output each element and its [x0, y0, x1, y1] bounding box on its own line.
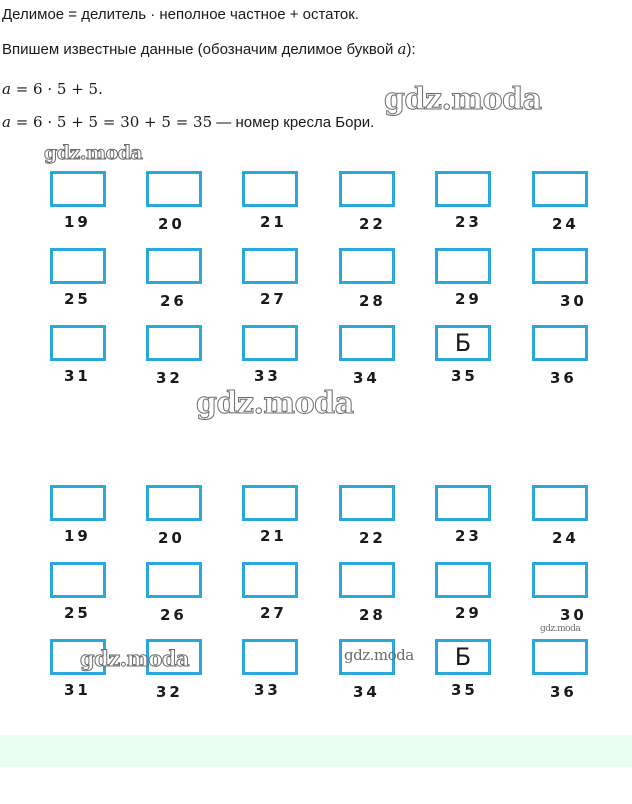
- seat-box: [339, 248, 395, 284]
- seat-box: [146, 248, 202, 284]
- seat-box: Б: [435, 639, 491, 675]
- seat-number: 21: [260, 213, 287, 231]
- equation-1-variable: a: [2, 80, 11, 98]
- seat-box: [50, 248, 106, 284]
- watermark-logo: gdz.moda: [80, 646, 190, 671]
- seat-box: [242, 639, 298, 675]
- seat-number: 27: [260, 290, 287, 308]
- instruction-text: Впишем известные данные (обозначим делимое буквой: [2, 41, 398, 58]
- seat-box: [50, 562, 106, 598]
- seat-number: 29: [455, 290, 482, 308]
- seat-number: 33: [254, 367, 281, 385]
- seat-box: [532, 639, 588, 675]
- seat-box: [339, 171, 395, 207]
- seat-box: [435, 562, 491, 598]
- seat-number: 21: [260, 527, 287, 545]
- seat-box: [339, 485, 395, 521]
- footer-band: [0, 735, 632, 767]
- seat-box: [435, 171, 491, 207]
- seat-number: 36: [550, 369, 577, 387]
- seat-number: 36: [550, 683, 577, 701]
- seat-number: 28: [359, 292, 386, 310]
- seat-box: [242, 325, 298, 361]
- seat-number: 22: [359, 529, 386, 547]
- seat-box: [242, 562, 298, 598]
- seat-number: 24: [552, 529, 579, 547]
- seat-number: 20: [158, 215, 185, 233]
- seat-number: 30: [560, 292, 587, 310]
- equation-2-tail: — номер кресла Бори.: [212, 114, 375, 131]
- watermark-logo: gdz.moda: [344, 646, 414, 664]
- seat-number: 32: [156, 683, 183, 701]
- seat-number: 20: [158, 529, 185, 547]
- seat-number: 32: [156, 369, 183, 387]
- watermark-logo: gdz.moda: [540, 624, 581, 634]
- seat-box: [50, 325, 106, 361]
- equation-2-variable: a: [2, 113, 11, 131]
- equation-1-body: = 6 · 5 + 5.: [10, 80, 103, 98]
- seat-number: 31: [64, 367, 91, 385]
- seat-box: [435, 485, 491, 521]
- seat-box: [242, 248, 298, 284]
- seat-number: 29: [455, 604, 482, 622]
- seat-box: [435, 248, 491, 284]
- seat-number: 26: [160, 606, 187, 624]
- seat-box: [146, 562, 202, 598]
- seat-box: [146, 171, 202, 207]
- seat-number: 25: [64, 604, 91, 622]
- instruction-line: [2, 40, 416, 58]
- seat-number: 19: [64, 213, 91, 231]
- seat-box: [50, 171, 106, 207]
- equation-2-body: = 6 · 5 + 5 = 30 + 5 = 35: [10, 113, 213, 131]
- seat-number: 30: [560, 606, 587, 624]
- instruction-variable: a: [397, 40, 407, 58]
- equation-1: [2, 80, 103, 98]
- seat-number: 31: [64, 681, 91, 699]
- equation-2: [2, 113, 374, 131]
- seat-box: Б: [435, 325, 491, 361]
- seat-box: [339, 325, 395, 361]
- seat-number: 23: [455, 213, 482, 231]
- seat-number: 26: [160, 292, 187, 310]
- seat-box: [532, 325, 588, 361]
- instruction-suffix: ):: [406, 41, 416, 58]
- seat-box: [339, 562, 395, 598]
- rule-line: Делимое = делитель · неполное частное + остаток.: [2, 6, 359, 23]
- seat-box: [146, 485, 202, 521]
- seat-box: [146, 325, 202, 361]
- seat-number: 23: [455, 527, 482, 545]
- seat-box: [532, 485, 588, 521]
- seat-number: 24: [552, 215, 579, 233]
- seat-number: 35: [451, 367, 478, 385]
- seat-box: [242, 485, 298, 521]
- seat-number: 27: [260, 604, 287, 622]
- seat-box: [242, 171, 298, 207]
- seat-box: [532, 562, 588, 598]
- watermark-logo: gdz.moda: [384, 82, 542, 117]
- seat-number: 35: [451, 681, 478, 699]
- seat-number: 19: [64, 527, 91, 545]
- watermark-logo: gdz.moda: [196, 386, 354, 421]
- seat-number: 22: [359, 215, 386, 233]
- seat-box: [532, 171, 588, 207]
- seat-box: [532, 248, 588, 284]
- seat-box: [50, 485, 106, 521]
- seat-number: 34: [353, 683, 380, 701]
- seat-number: 34: [353, 369, 380, 387]
- seat-number: 25: [64, 290, 91, 308]
- seat-number: 33: [254, 681, 281, 699]
- seat-number: 28: [359, 606, 386, 624]
- watermark-logo: gdz.moda: [44, 142, 143, 164]
